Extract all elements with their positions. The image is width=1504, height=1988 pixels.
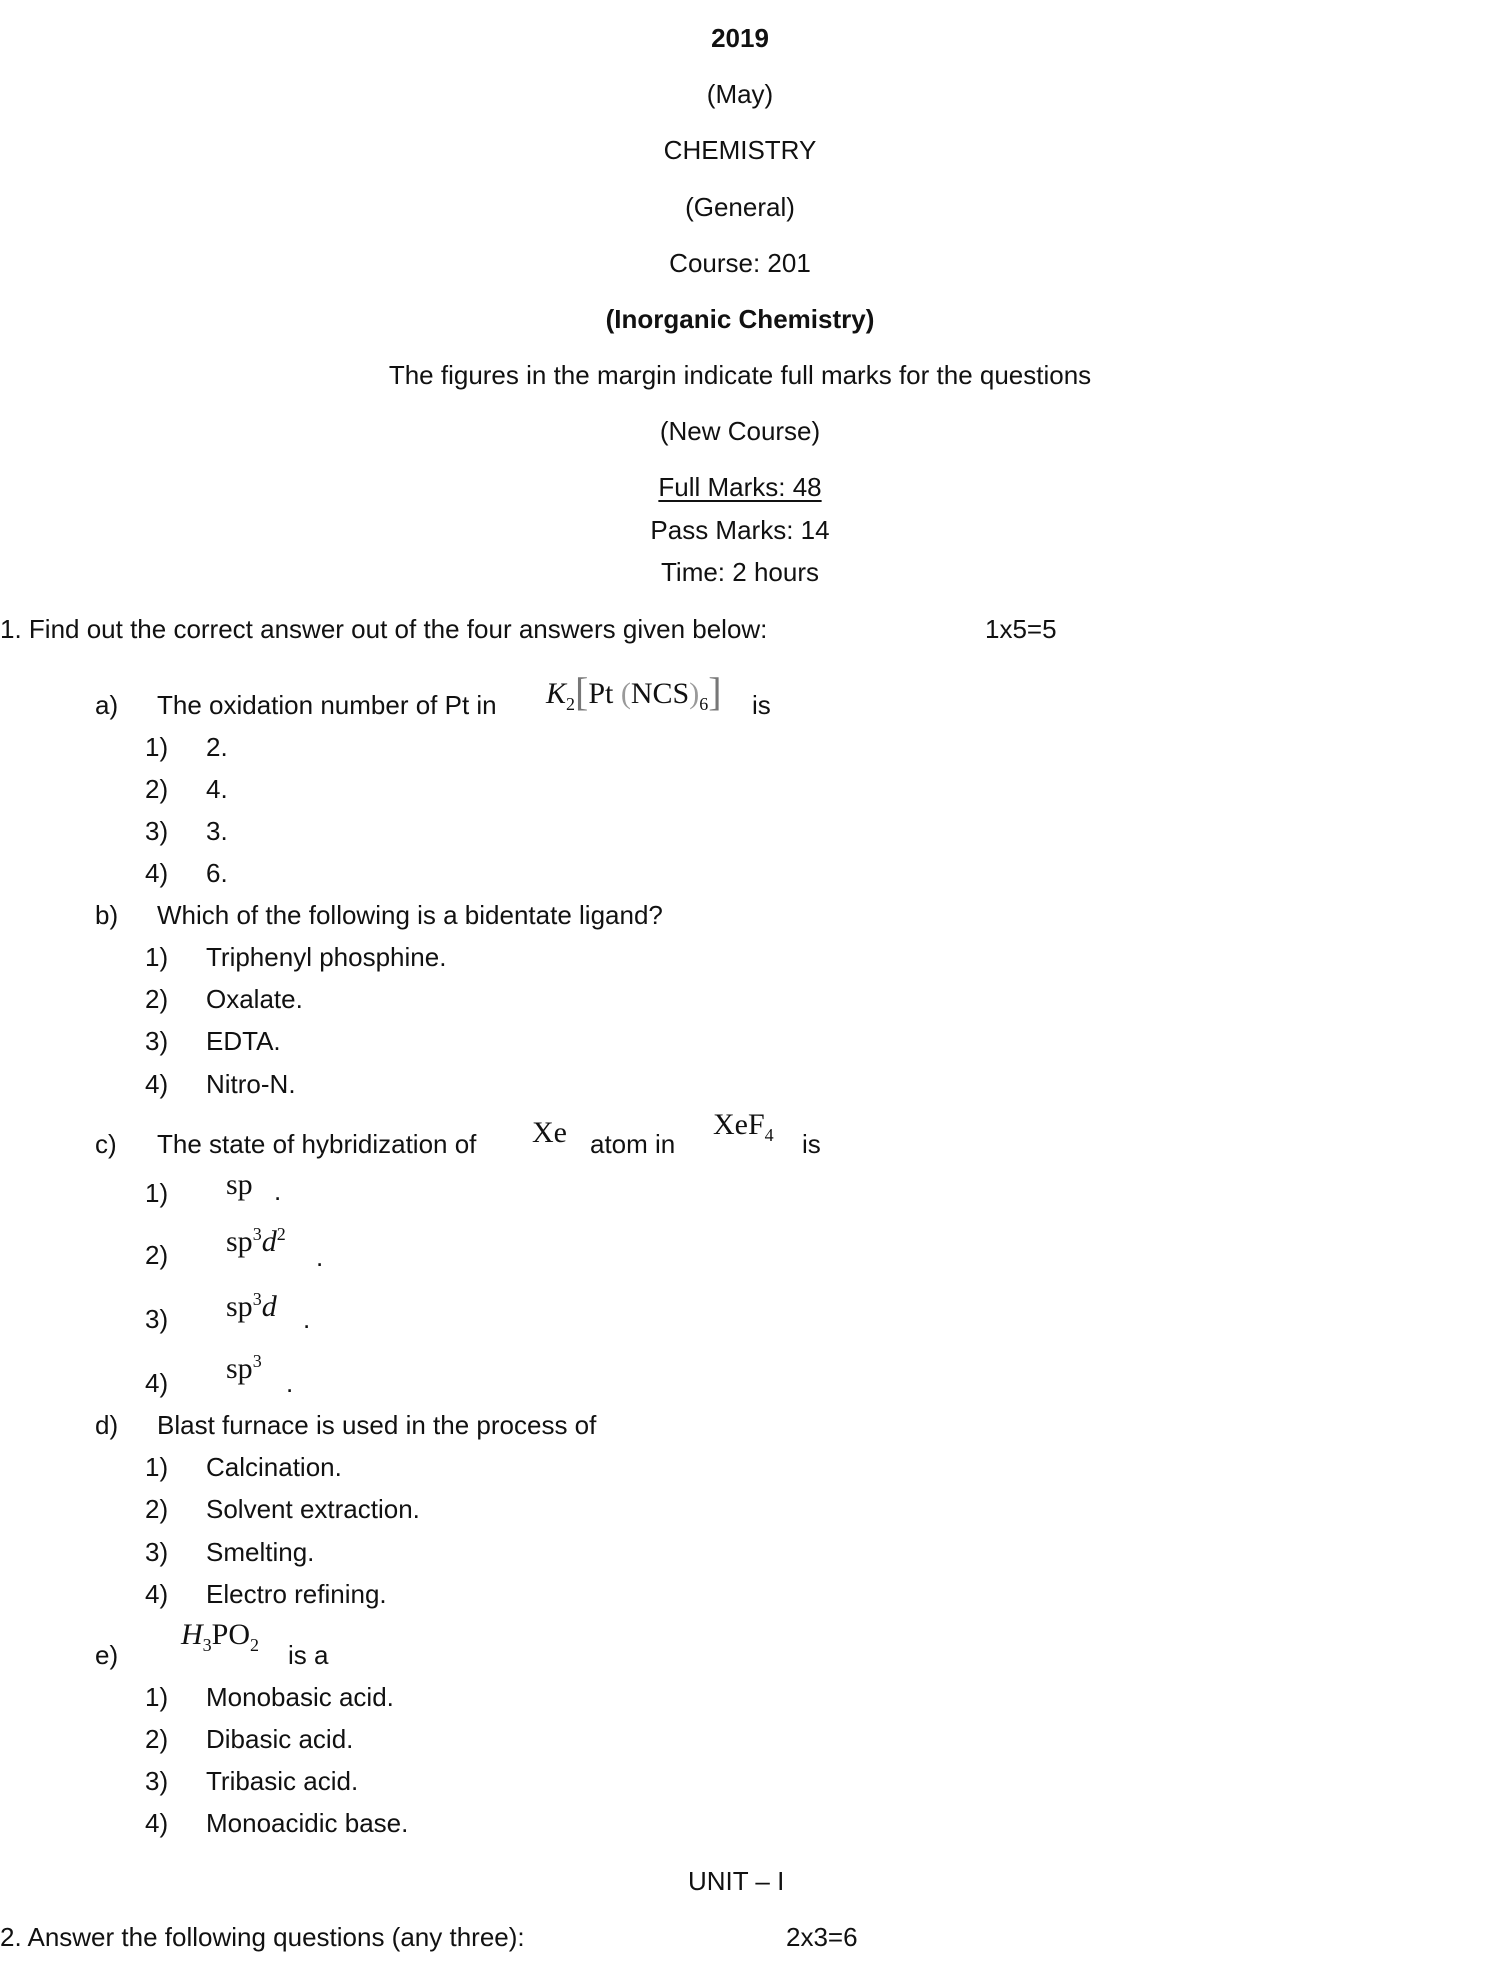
- q1a-option-1-number: 1): [145, 732, 169, 762]
- q1c-option-4-formula: $sp^3$: [226, 1351, 262, 1385]
- q1a-option-1-text: 2.: [206, 732, 228, 762]
- q1c-suffix: is: [802, 1129, 821, 1159]
- q1c-option-3-period: .: [303, 1304, 311, 1334]
- q1c-option-4-period: .: [286, 1368, 294, 1398]
- q1b-option-2-number: 2): [145, 984, 169, 1014]
- q1d-option-3-text: Smelting.: [206, 1537, 315, 1567]
- q1e-label: e): [95, 1640, 119, 1670]
- q1a-label: a): [95, 690, 119, 720]
- pass-marks: Pass Marks: 14: [650, 515, 830, 545]
- q1d-option-4-text: Electro refining.: [206, 1579, 387, 1609]
- course-type: (New Course): [659, 416, 821, 446]
- q1d-option-2-text: Solvent extraction.: [206, 1494, 420, 1524]
- q1e-option-2-text: Dibasic acid.: [206, 1724, 354, 1754]
- q1c-mid-text: atom in: [590, 1129, 676, 1159]
- q1c-label: c): [95, 1129, 117, 1159]
- q1d-option-2-number: 2): [145, 1494, 169, 1524]
- q1d-option-4-number: 4): [145, 1579, 169, 1609]
- q1e-option-3-number: 3): [145, 1766, 169, 1796]
- q1b-option-2-text: Oxalate.: [206, 984, 303, 1014]
- subject-title: CHEMISTRY: [663, 135, 817, 165]
- q1a-stem: The oxidation number of Pt in: [157, 690, 497, 720]
- q1a-suffix: is: [752, 690, 771, 720]
- q1e-option-4-text: Monoacidic base.: [206, 1808, 409, 1838]
- q1a-option-4-text: 6.: [206, 858, 228, 888]
- marks-instruction: The figures in the margin indicate full marks for the questions: [388, 360, 1092, 390]
- q1c-xef4-formula: XeF$_4$: [713, 1108, 774, 1145]
- q1c-option-3-number: 3): [145, 1304, 169, 1334]
- q1b-option-4-number: 4): [145, 1069, 169, 1099]
- q1d-option-1-text: Calcination.: [206, 1452, 342, 1482]
- q1c-option-2-formula: $sp^3d^2$: [226, 1224, 286, 1258]
- q1c-xe-symbol: Xe: [532, 1116, 567, 1149]
- q1a-option-3-text: 3.: [206, 816, 228, 846]
- course-number: Course: 201: [669, 248, 811, 278]
- q1c-option-2-period: .: [316, 1242, 324, 1272]
- q1c-option-3-formula: $sp^3d$: [226, 1289, 277, 1323]
- q1b-label: b): [95, 900, 119, 930]
- q1c-stem: The state of hybridization of: [157, 1129, 477, 1159]
- subject-type: (General): [685, 192, 795, 222]
- exam-month: (May): [706, 79, 774, 109]
- q1a-option-3-number: 3): [145, 816, 169, 846]
- q1b-option-1-number: 1): [145, 942, 169, 972]
- q1b-option-1-text: Triphenyl phosphine.: [206, 942, 447, 972]
- q1c-option-4-number: 4): [145, 1368, 169, 1398]
- q1c-option-2-number: 2): [145, 1240, 169, 1270]
- q1a-option-4-number: 4): [145, 858, 169, 888]
- question-1-marks: 1x5=5: [985, 614, 1057, 644]
- q1e-option-2-number: 2): [145, 1724, 169, 1754]
- paper-title: (Inorganic Chemistry): [605, 304, 875, 334]
- q1c-option-1-period: .: [274, 1176, 282, 1206]
- unit-heading: UNIT – I: [688, 1866, 785, 1896]
- q1c-option-1-formula: sp: [226, 1168, 253, 1201]
- question-2-text: 2. Answer the following questions (any three):: [0, 1922, 525, 1952]
- full-marks: Full Marks: 48: [658, 472, 822, 502]
- q1e-option-4-number: 4): [145, 1808, 169, 1838]
- q1e-stem: is a: [288, 1640, 329, 1670]
- question-2-marks: 2x3=6: [786, 1922, 858, 1952]
- q1a-option-2-number: 2): [145, 774, 169, 804]
- q1d-label: d): [95, 1410, 119, 1440]
- q1b-option-3-number: 3): [145, 1026, 169, 1056]
- q1d-option-1-number: 1): [145, 1452, 169, 1482]
- q1a-formula: $K_2[Pt$ $(NCS)_6$]: [546, 669, 722, 714]
- time-allowed: Time: 2 hours: [661, 557, 819, 587]
- q1d-option-3-number: 3): [145, 1537, 169, 1567]
- q1c-option-1-number: 1): [145, 1178, 169, 1208]
- q1e-option-1-text: Monobasic acid.: [206, 1682, 394, 1712]
- q1b-option-3-text: EDTA.: [206, 1026, 281, 1056]
- q1b-stem: Which of the following is a bidentate ligand?: [157, 900, 663, 930]
- q1a-option-2-text: 4.: [206, 774, 228, 804]
- question-1-text: 1. Find out the correct answer out of the four answers given below:: [0, 614, 768, 644]
- q1e-formula: $H_3PO_2$: [181, 1618, 260, 1655]
- q1e-option-3-text: Tribasic acid.: [206, 1766, 359, 1796]
- q1b-option-4-text: Nitro-N.: [206, 1069, 296, 1099]
- q1e-option-1-number: 1): [145, 1682, 169, 1712]
- q1d-stem: Blast furnace is used in the process of: [157, 1410, 597, 1440]
- exam-year: 2019: [711, 23, 769, 53]
